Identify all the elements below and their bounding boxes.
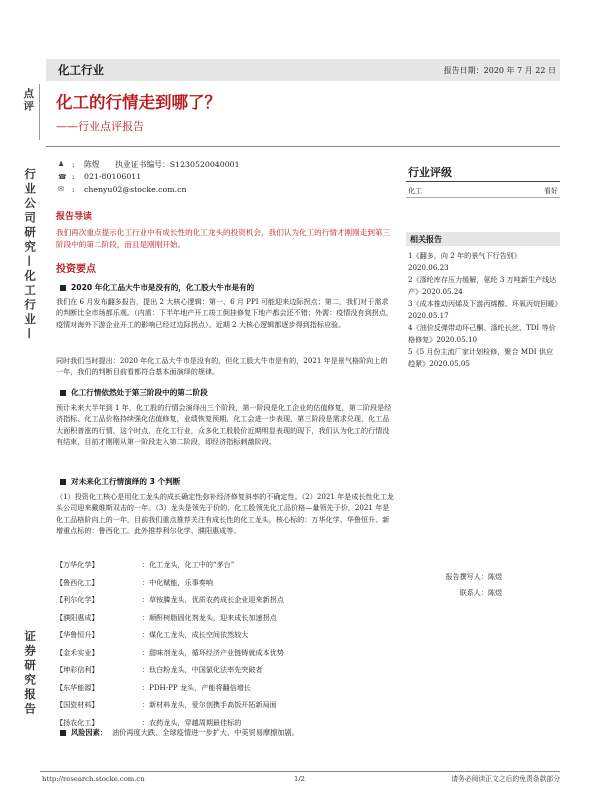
stock-list bbox=[56, 560, 394, 735]
risk-label: 风险因素： bbox=[71, 728, 107, 737]
author-name: 陈煜 执业证书编号：S1230520040001 bbox=[84, 159, 240, 169]
bullet-icon bbox=[60, 479, 66, 485]
page-number: 1/2 bbox=[294, 775, 305, 783]
risk-text: 油价再度大跌、全球疫情进一步扩大、中美贸易摩擦加剧。 bbox=[111, 728, 299, 737]
author-phone: 021-80106011 bbox=[84, 172, 142, 182]
side-report-type-text: 证券研究报告 bbox=[23, 630, 38, 717]
risk-factors bbox=[60, 728, 299, 738]
related-item[interactable]: 3《成本推动丙烯及下游丙烯酸、环氧丙烷回暖》2020.05.17 bbox=[408, 299, 558, 321]
side-category-text: 行业公司研究—化工行业— bbox=[23, 168, 38, 342]
point-3-text: （1）投资化工核心是用化工龙头的成长确定性弥补经济修复斜率的不确定性。（2）2021 年是成长性化工龙头公司迎来戴维斯双击的一年。（3）龙头是领先于价的，化工股领先化工品价格—量领先于价，2021 年是化工品格阶向上的一年，目前我们重点推荐关注有成长性的化工龙头，核心标的：万华化学、华鲁恒升、新增重点标的：鲁西化工。此外推荐利尔化学、濮阳惠成等。 bbox=[56, 492, 394, 536]
related-item[interactable]: 5《5 月份主流厂家计划检修，聚合 MDI 供应趋紧》2020.05.05 bbox=[408, 347, 554, 369]
email-icon: ✉ bbox=[58, 185, 64, 194]
report-type-tag: 点评 bbox=[22, 88, 35, 113]
divider bbox=[46, 146, 560, 147]
disclaimer-note: 请务必阅读正文之后的免责条款部分 bbox=[451, 775, 560, 783]
footer-divider bbox=[40, 771, 560, 772]
list-item: 【扬农化工】 ：农药龙头，穿越周期最佳标的 bbox=[56, 717, 242, 727]
contact-block bbox=[406, 569, 502, 602]
list-item: 【鲁西化工】 ：中化赋能，乐事奏响 bbox=[56, 577, 213, 587]
list-item: 【万华化学】 ：化工龙头，化工中的“茅台” bbox=[56, 560, 235, 569]
person-icon: ♟ bbox=[58, 160, 65, 169]
point-1-text-a: 我们在 6 月发布翻多报告，提出 2 大核心逻辑：第一、6 月 PPI 可能迎来边际拐点；第二，我们对于需求的判断比全市场都乐观。（内需：下半年地产开工竣工倒挂修复下地产都会还不错；外需：疫情没有到拐点，疫情对海外下游企业开工的影响已经过边际拐点）。近期 2 大核心逻辑都逐步得到指标应验。 bbox=[56, 297, 393, 329]
list-item: 【濮阳惠成】 ：顺酐树脂固化剂龙头，迎来成长加速拐点 bbox=[56, 612, 277, 622]
report-date: 报告日期：2020 年 7 月 22 日 bbox=[443, 66, 556, 75]
rating-sector: 化工 bbox=[408, 187, 422, 195]
related-item[interactable]: 1《翻多，向 2 年的景气下行告别》2020.06.23 bbox=[408, 251, 521, 273]
related-list bbox=[408, 250, 560, 370]
point-2-text: 预计未来大半年到 1 年，化工股的行情会演绎出三个阶段，第一阶段是化工企业的估值修复，第二阶段是经济指标、化工品价格持续强化估值修复，业绩恢复预期，化工会进一步表现，第三阶段是需求兑现，化工品大面积普涨的行情，这个时点，在化工行业，众多化工股股价近期明显表现的现下，我们认为化工的行情没有结束，目前才刚刚从第一阶段走入第二阶段，即经济指标刺激阶段。 bbox=[56, 403, 392, 447]
list-item: 【利尔化学】 ：草铵膦龙头，优质农药成长企业迎来新拐点 bbox=[56, 595, 284, 604]
sector-label: 化工行业 bbox=[58, 63, 104, 77]
author-email[interactable]: chenyu02@stocke.com.cn bbox=[84, 184, 187, 194]
rating-heading: 行业评级 bbox=[408, 166, 452, 179]
rating-row bbox=[408, 186, 558, 196]
point-1-text-b: 同时我们当时提出：2020 年化工品大牛市是没有的，但化工股大牛市是有的，2021 年是景气格阶向上的一年，我们的判断目前看都符合基本面演绎的规律。 bbox=[56, 356, 388, 377]
bullet-icon bbox=[60, 390, 66, 396]
report-guide-text: 我们再次重点提示化工行业中有成长性的化工龙头的投资机会，我们认为化工的行情才刚刚走到第三阶段中的第二阶段，而且是刚刚开始。 bbox=[56, 228, 391, 249]
point-3-heading: 对未来化工行情演绎的 3 个判断 bbox=[60, 476, 180, 487]
contact-label: 联系人： bbox=[459, 588, 488, 598]
report-guide-heading: 报告导读 bbox=[56, 212, 93, 222]
author-block: ♟ : 陈煜 执业证书编号：S1230520040001 ☎ : 021-80106011 ✉ : chenyu02@stocke.com.cn bbox=[58, 159, 240, 194]
writer-label: 报告撰写人： bbox=[445, 572, 488, 581]
related-item[interactable]: 4《油价反弹带动环己酮、涤纶长丝、TDI 等价格修复》2020.05.10 bbox=[408, 323, 556, 345]
invest-points-heading: 投资要点 bbox=[56, 264, 96, 275]
footer-url[interactable]: http://research.stocke.com.cn bbox=[42, 775, 145, 783]
list-item: 【国瓷材料】 ：新材料龙头，爱尔创携手高饭开拓新局面 bbox=[56, 700, 277, 709]
bullet-icon bbox=[60, 730, 66, 736]
bullet-icon bbox=[60, 285, 66, 291]
point-2-heading: 化工行情依然处于第三阶段中的第二阶段 bbox=[60, 387, 208, 398]
related-item[interactable]: 2《涤纶库存压力缓解，氨纶 3 万吨新生产线达产》2020.05.24 bbox=[408, 275, 557, 297]
list-item: 【华鲁恒升】 ：煤化工龙头，成长空间依然较大 bbox=[56, 630, 249, 639]
writer-name: 陈煜 bbox=[488, 572, 503, 581]
report-title: 化工的行情走到哪了？ bbox=[56, 93, 221, 112]
report-subtitle: ——行业点评报告 bbox=[56, 120, 144, 133]
divider bbox=[406, 181, 560, 182]
list-item: 【坤彩信利】 ：钛白粉龙头，中国氯化法率先突破者 bbox=[56, 665, 263, 674]
divider bbox=[406, 197, 560, 198]
rating-value: 看好 bbox=[544, 187, 558, 195]
list-item: 【东华能源】 ：PDH-PP 龙头，产能将翻倍增长 bbox=[56, 682, 251, 692]
related-heading: 相关报告 bbox=[410, 235, 442, 244]
point-1-heading: 2020 年化工品大牛市是没有的，化工股大牛市是有的 bbox=[60, 282, 254, 293]
list-item: 【金禾实业】 ：甜味剂龙头，循环经济产业链铸就成本优势 bbox=[56, 647, 284, 657]
phone-icon: ☎ bbox=[58, 172, 67, 181]
contact-name: 陈煜 bbox=[488, 588, 503, 598]
